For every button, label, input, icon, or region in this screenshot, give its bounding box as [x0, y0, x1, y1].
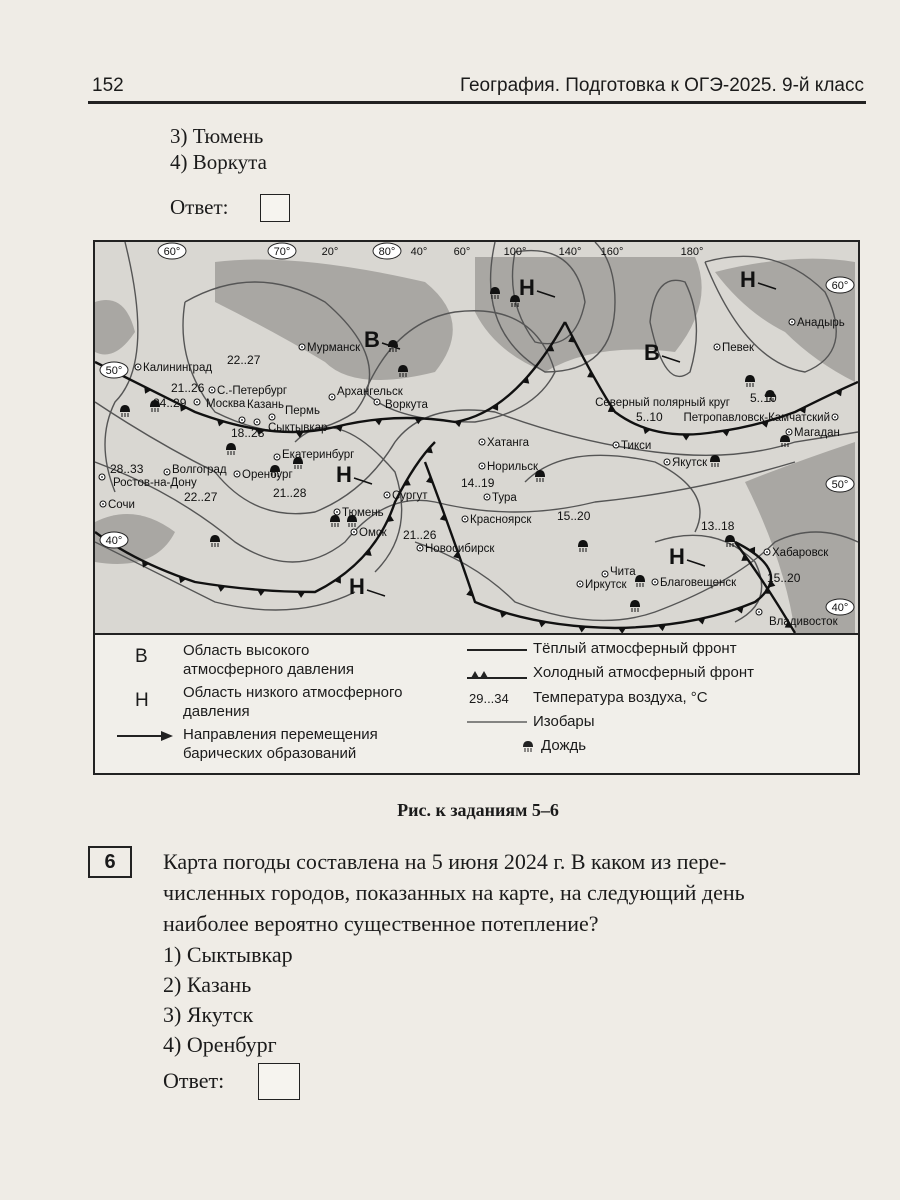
temperature-label: 5..10 — [750, 391, 777, 405]
map-city — [100, 499, 135, 511]
city-label: Чита — [610, 566, 636, 578]
weather-map — [93, 240, 860, 635]
temperature-label: 28..33 — [110, 462, 144, 476]
city-label: Тура — [492, 492, 517, 504]
map-city — [577, 579, 627, 591]
pressure-center-label: В — [364, 327, 380, 352]
city-label: Сыктывкар — [268, 422, 328, 434]
svg-text:100°: 100° — [503, 246, 527, 258]
map-city — [613, 440, 651, 452]
map-city — [764, 547, 829, 559]
prev-answer-box[interactable] — [260, 194, 290, 222]
graticule-label — [268, 243, 296, 259]
svg-text:20°: 20° — [321, 246, 339, 258]
map-city — [602, 566, 636, 578]
city-label: С.-Петербург — [217, 385, 288, 397]
graticule-label — [681, 246, 704, 258]
legend-warm-front-label: Тёплый атмосферный фронт — [533, 640, 737, 657]
map-legend — [93, 633, 860, 775]
temperature-label: 24..29 — [153, 396, 187, 410]
legend-isobar-label: Изобары — [533, 713, 595, 730]
map-city — [274, 449, 354, 461]
temperature-label: 21..26 — [171, 381, 205, 395]
graticule-label — [454, 246, 471, 258]
graticule-label — [504, 246, 527, 258]
temperature-label: 15..20 — [557, 509, 591, 523]
graticule-label — [322, 246, 339, 258]
graticule-label — [826, 277, 854, 293]
legend-movement-label: Направления перемещения барических образований — [183, 726, 378, 762]
map-city — [664, 457, 708, 469]
cold-front-triangle — [297, 592, 305, 598]
legend-rain-label: Дождь — [541, 737, 587, 754]
city-label: Архангельск — [337, 386, 403, 398]
city-label: Якутск — [672, 457, 708, 469]
prev-option-3: 3) Тюмень — [170, 124, 264, 148]
map-city — [164, 464, 227, 476]
temperature-label: 5..10 — [636, 410, 663, 424]
rain-icon — [210, 535, 220, 547]
prev-option-4: 4) Воркута — [170, 150, 267, 174]
temperature-label: 22..27 — [227, 353, 261, 367]
temperature-label: 15..20 — [767, 571, 801, 585]
rain-icon — [635, 575, 645, 587]
rain-icon — [780, 435, 790, 447]
city-label: Норильск — [487, 461, 539, 473]
rain-icon — [630, 600, 640, 612]
page-number: 152 — [92, 75, 124, 96]
running-title: География. Подготовка к ОГЭ-2025. 9-й класс — [459, 75, 864, 96]
city-label: Мурманск — [307, 342, 361, 354]
svg-text:140°: 140° — [558, 246, 582, 258]
rain-icon — [490, 287, 500, 299]
cold-front-triangle — [658, 625, 666, 631]
option-2: 2) Казань — [163, 972, 252, 997]
legend-temp-label: Температура воздуха, °C — [533, 689, 708, 706]
map-city — [334, 507, 384, 519]
graticule-label — [373, 243, 401, 259]
city-label: Хатанга — [487, 437, 530, 449]
city-label: Калининград — [143, 362, 213, 374]
map-city — [234, 469, 293, 481]
city-label: Благовещенск — [660, 577, 737, 589]
graticule-label — [100, 362, 128, 378]
prev-answer-label: Ответ: — [170, 195, 229, 219]
svg-text:60°: 60° — [831, 280, 849, 292]
svg-text:160°: 160° — [600, 246, 624, 258]
temperature-label: 14..19 — [461, 476, 495, 490]
rain-icon — [725, 535, 735, 547]
city-label: Оренбург — [242, 469, 293, 481]
city-label: Пермь — [285, 405, 320, 417]
map-city — [209, 385, 287, 397]
city-label: Волгоград — [172, 464, 227, 476]
pressure-center-label: Н — [740, 267, 756, 292]
city-label: Екатеринбург — [282, 449, 355, 461]
question-text-line-1: Карта погоды составлена на 5 июня 2024 г. В каком из пере- — [163, 849, 727, 874]
svg-text:40°: 40° — [105, 535, 123, 547]
city-label: Певек — [722, 342, 755, 354]
map-city — [652, 577, 737, 589]
movement-arrow-icon — [115, 729, 175, 743]
city-label: Казань — [247, 399, 284, 411]
city-label: Сургут — [392, 490, 428, 502]
rain-icon — [578, 540, 588, 552]
svg-text:60°: 60° — [163, 246, 181, 258]
city-label: Тикси — [621, 440, 652, 452]
graticule-label — [601, 246, 624, 258]
rain-icon — [226, 443, 236, 455]
svg-text:50°: 50° — [831, 479, 849, 491]
sea-areas — [95, 257, 855, 633]
option-3: 3) Якутск — [163, 1002, 254, 1027]
map-city — [299, 342, 361, 354]
legend-temp-sample: 29...34 — [469, 691, 509, 706]
rain-icon — [710, 455, 720, 467]
movement-arrow — [662, 356, 680, 362]
graticule-label — [100, 532, 128, 548]
answer-label: Ответ: — [163, 1068, 225, 1093]
map-city — [479, 461, 539, 473]
isobar-icon — [467, 720, 527, 724]
movement-arrow — [367, 590, 385, 596]
graticule-label — [158, 243, 186, 259]
legend-low-label: Область низкого атмосферного давления — [183, 684, 403, 720]
map-city — [417, 543, 495, 555]
map-city — [714, 342, 755, 354]
temperature-label: 21..28 — [273, 486, 307, 500]
temperature-label: 22..27 — [184, 490, 218, 504]
map-city — [254, 419, 327, 434]
warm-front-icon — [467, 647, 527, 653]
svg-text:50°: 50° — [105, 365, 123, 377]
pressure-center-label: Н — [519, 275, 535, 300]
city-label: Омск — [359, 527, 387, 539]
figure-caption: Рис. к заданиям 5–6 — [397, 800, 559, 820]
rain-icon — [745, 375, 755, 387]
answer-box[interactable] — [258, 1063, 300, 1100]
svg-text:60°: 60° — [453, 246, 471, 258]
rain-icon — [388, 340, 398, 352]
map-city — [479, 437, 530, 449]
svg-text:180°: 180° — [680, 246, 704, 258]
pressure-center-label: Н — [336, 462, 352, 487]
svg-text:40°: 40° — [410, 246, 428, 258]
city-label: Петропавловск-Камчатский — [683, 412, 830, 424]
legend-low-symbol: Н — [135, 690, 149, 711]
city-label: Иркутск — [585, 579, 627, 591]
cold-front-triangle — [217, 585, 225, 591]
question-text-line-3: наиболее вероятно существенное потепление? — [163, 911, 599, 936]
graticule-label — [411, 246, 428, 258]
city-label: Владивосток — [769, 616, 838, 628]
map-city — [462, 514, 532, 526]
city-label: Москва — [206, 398, 246, 410]
pressure-center-label: В — [644, 340, 660, 365]
option-4: 4) Оренбург — [163, 1032, 277, 1057]
city-label: Новосибирск — [425, 543, 495, 555]
city-label: Хабаровск — [772, 547, 829, 559]
svg-text:40°: 40° — [831, 602, 849, 614]
temperature-label: 21..26 — [403, 528, 437, 542]
map-city — [135, 362, 212, 374]
city-label: Красноярск — [470, 514, 532, 526]
map-city — [239, 399, 284, 423]
map-city — [789, 317, 845, 329]
map-city — [329, 386, 404, 400]
cold-front-triangle — [682, 434, 690, 440]
map-city — [99, 474, 197, 489]
rain-icon — [120, 405, 130, 417]
svg-text:80°: 80° — [378, 246, 396, 258]
legend-high-label: Область высокого атмосферного давления — [183, 642, 354, 678]
weather-map-canvas — [95, 242, 858, 633]
city-label: Тюмень — [342, 507, 384, 519]
map-city — [484, 492, 517, 504]
rain-icon — [398, 365, 408, 377]
pressure-center-label: Н — [669, 544, 685, 569]
temperature-label: 18..23 — [231, 426, 265, 440]
map-city — [384, 490, 428, 502]
city-label: Сочи — [108, 499, 135, 511]
graticule-label — [559, 246, 582, 258]
graticule-label — [826, 599, 854, 615]
graticule-label — [826, 476, 854, 492]
cold-front-icon — [467, 668, 527, 680]
rain-icon — [521, 739, 535, 753]
svg-text:70°: 70° — [273, 246, 291, 258]
pressure-center-label: Н — [349, 574, 365, 599]
cold-front-triangle — [375, 419, 383, 425]
cold-front-triangle — [257, 590, 265, 596]
map-city — [194, 398, 246, 410]
movement-arrow — [687, 560, 705, 566]
rain-icon — [330, 515, 340, 527]
map-city — [786, 427, 840, 439]
temperature-label: 13..18 — [701, 519, 735, 533]
city-label: Ростов-на-Дону — [113, 477, 197, 489]
city-label: Северный полярный круг — [595, 397, 730, 409]
map-city — [683, 412, 838, 424]
city-label: Воркута — [385, 399, 428, 411]
header-rule — [88, 101, 866, 104]
map-city — [595, 397, 730, 409]
legend-cold-front-label: Холодный атмосферный фронт — [533, 664, 755, 681]
movement-arrow — [354, 478, 372, 484]
question-text-line-2: численных городов, показанных на карте, на следующий день — [163, 880, 745, 905]
city-label: Анадырь — [797, 317, 845, 329]
option-1: 1) Сыктывкар — [163, 942, 293, 967]
cold-front-triangle — [578, 626, 586, 632]
city-label: Магадан — [794, 427, 840, 439]
legend-high-symbol: В — [135, 646, 148, 667]
question-number: 6 — [88, 846, 132, 878]
